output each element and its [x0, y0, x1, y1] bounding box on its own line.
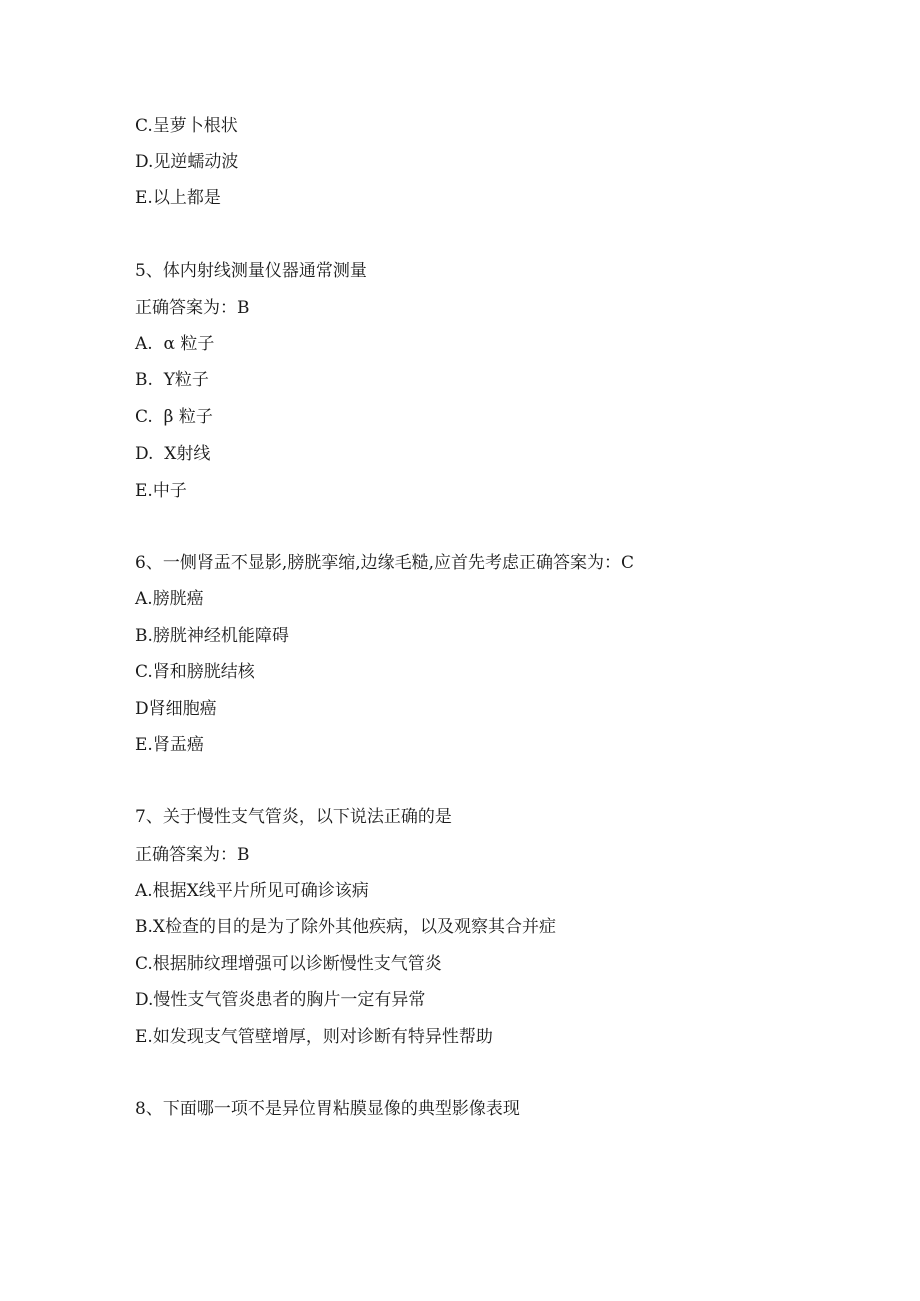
q6-option-e: E.肾盂癌	[135, 735, 204, 755]
q8-question: 8、下面哪一项不是异位胃粘膜显像的典型影像表现	[135, 1099, 520, 1119]
q7-option-b: B.X检查的目的是为了除外其他疾病，以及观察其合并症	[135, 917, 556, 937]
q5-option-d: D. X射线	[135, 444, 211, 464]
q7-answer: 正确答案为：B	[135, 845, 250, 865]
q5-question: 5、体内射线测量仪器通常测量	[135, 261, 367, 281]
q7-option-d: D.慢性支气管炎患者的胸片一定有异常	[135, 990, 426, 1010]
q4-option-d: D.见逆蠕动波	[135, 152, 239, 172]
q7-option-e: E.如发现支气管壁增厚，则对诊断有特异性帮助	[135, 1027, 493, 1047]
q7-option-a: A.根据X线平片所见可确诊该病	[135, 881, 369, 901]
q5-option-b: B. Y粒子	[135, 370, 209, 390]
q5-option-a: A. α 粒子	[135, 334, 215, 354]
q6-option-d: D肾细胞癌	[135, 699, 217, 719]
q5-option-e: E.中子	[135, 481, 187, 501]
q5-answer: 正确答案为：B	[135, 298, 250, 318]
q6-option-b: B.膀胱神经机能障碍	[135, 626, 289, 646]
q4-option-e: E.以上都是	[135, 188, 221, 208]
q6-question: 6、一侧肾盂不显影,膀胱挛缩,边缘毛糙,应首先考虑正确答案为：C	[135, 553, 635, 573]
q6-option-c: C.肾和膀胱结核	[135, 662, 255, 682]
q6-option-a: A.膀胱癌	[135, 589, 204, 609]
q5-option-c: C. β 粒子	[135, 407, 213, 427]
q4-option-c: C.呈萝卜根状	[135, 116, 238, 136]
q7-option-c: C.根据肺纹理增强可以诊断慢性支气管炎	[135, 954, 442, 974]
q7-question: 7、关于慢性支气管炎，以下说法正确的是	[135, 807, 452, 827]
